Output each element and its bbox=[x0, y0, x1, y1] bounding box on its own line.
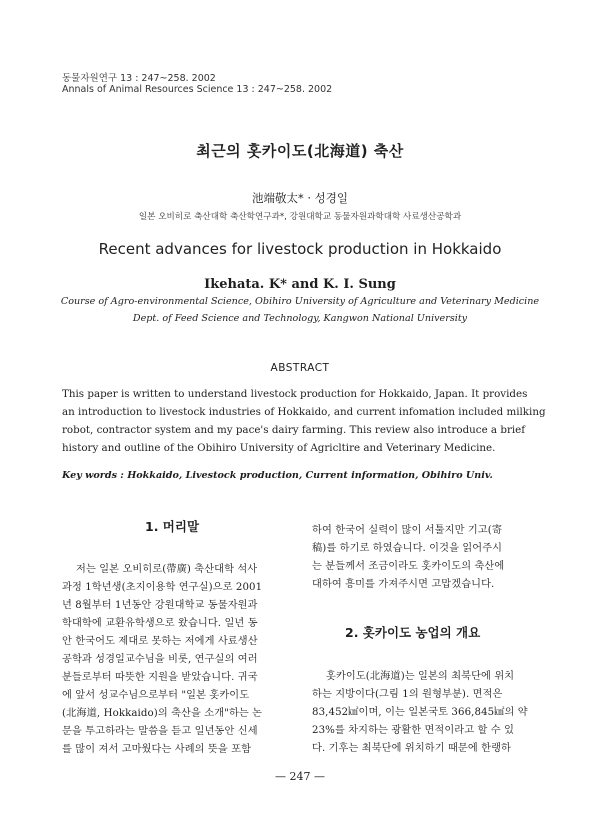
affiliation-english-2: Dept. of Feed Science and Technology, Kangwon National University bbox=[132, 313, 468, 324]
section-1-heading: 1. 머리말 bbox=[145, 519, 200, 534]
body-text-line: (北海道, Hokkaido)의 축산을 소개"하는 논 bbox=[62, 708, 263, 719]
abstract-line: an introduction to livestock industries of Hokkaido, and current infomation included milking bbox=[62, 406, 546, 418]
body-text-line: 년 8월부터 1년동안 강원대학교 동물자원과 bbox=[62, 600, 258, 611]
body-text-line: 저는 일본 오비히로(帶廣) 축산대학 석사 bbox=[76, 564, 258, 575]
body-text-line: 하는 지방이다(그림 1의 원형부분). 면적은 bbox=[312, 689, 503, 700]
body-text-line: 에 앞서 성교수님으로부터 "일본 홋카이도 bbox=[62, 690, 250, 701]
page-number: — 247 — bbox=[275, 770, 325, 783]
abstract-heading: ABSTRACT bbox=[270, 362, 330, 374]
affiliation-korean: 일본 오비히로 축산대학 축산학연구과*, 강원대학교 동물자원과학대학 사료생산공학과 bbox=[138, 212, 462, 222]
authors-korean: 池端敬太* · 성경일 bbox=[251, 191, 349, 205]
paper-title-korean: 최근의 홋카이도(北海道) 축산 bbox=[196, 142, 404, 160]
body-text-line: 문을 투고하라는 말씀을 듣고 일년동안 신세 bbox=[62, 726, 258, 737]
section-2-heading: 2. 홋카이도 농업의 개요 bbox=[345, 625, 481, 640]
body-text-line: 를 많이 져서 고마웠다는 사례의 뜻을 포함 bbox=[62, 744, 252, 755]
body-text-line: 83,452㎢이며, 이는 일본국토 366,845㎢의 약 bbox=[312, 707, 528, 718]
affiliation-english-1: Course of Agro-environmental Science, Obihiro University of Agriculture and Veterinary Medicine bbox=[60, 296, 540, 307]
body-text-line: 홋카이도(北海道)는 일본의 최북단에 위치 bbox=[326, 671, 515, 682]
body-text-line: 稿)를 하기로 하였습니다. 이것을 읽어주시 bbox=[312, 543, 503, 554]
authors-english: Ikehata. K* and K. I. Sung bbox=[204, 277, 396, 292]
abstract-line: robot, contractor system and my pace's dairy farming. This review also introduce a brief bbox=[62, 424, 526, 436]
journal-citation-korean: 동물자원연구 13 : 247~258. 2002 bbox=[62, 73, 216, 84]
body-text-line: 하여 한국어 실력이 많이 서툴지만 기고(寄 bbox=[312, 525, 503, 536]
body-text-line: 대하여 흥미를 가져주시면 고맙겠습니다. bbox=[312, 579, 495, 590]
body-text-line: 분들로부터 따뜻한 지원을 받았습니다. 귀국 bbox=[62, 672, 258, 683]
body-text-line: 는 분들께서 조금이라도 홋카이도의 축산에 bbox=[312, 561, 505, 572]
body-text-line: 공학과 성경일교수님을 비롯, 연구실의 여러 bbox=[62, 654, 258, 665]
journal-citation-english: Annals of Animal Resources Science 13 : 247~258. 2002 bbox=[62, 84, 333, 95]
abstract-line: history and outline of the Obihiro University of Agricltire and Veterinary Medicine. bbox=[62, 442, 496, 454]
abstract-line: This paper is written to understand livestock production for Hokkaido, Japan. It provides bbox=[62, 388, 528, 400]
body-text-line: 과정 1학년생(초지이용학 연구실)으로 2001 bbox=[62, 582, 263, 593]
keywords: Key words : Hokkaido, Livestock production, Current information, Obihiro Univ. bbox=[62, 470, 493, 481]
body-text-line: 학대학에 교환유학생으로 왔습니다. 일년 동 bbox=[62, 618, 258, 629]
body-text-line: 다. 기후는 최북단에 위치하기 때문에 한랭하 bbox=[312, 743, 511, 754]
paper-title-english: Recent advances for livestock production in Hokkaido bbox=[98, 240, 502, 258]
body-text-line: 23%를 차지하는 광활한 면적이라고 할 수 있 bbox=[312, 725, 515, 736]
body-text-line: 안 한국어도 제대로 못하는 저에게 사료생산 bbox=[62, 636, 258, 647]
